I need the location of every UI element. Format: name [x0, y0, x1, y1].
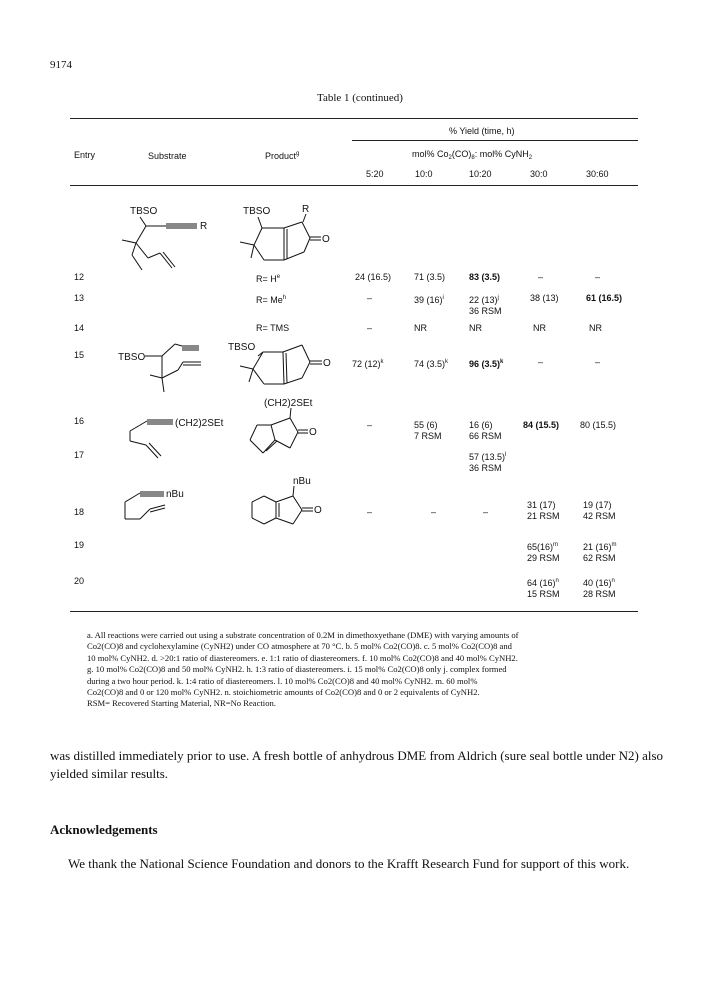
cell-13-1: –	[367, 293, 373, 303]
cell-15-3: 96 $(3.5)^k$	[469, 359, 504, 369]
cell-17-3: 57 $(13.5)^l$ 36 RSM	[469, 452, 507, 473]
cell-12-4: –	[538, 272, 544, 282]
r-label-b: R	[302, 204, 310, 215]
ratio-header-5: 30:60	[586, 169, 609, 179]
entry-18: 18	[74, 507, 85, 517]
ratio-header-3: 10:20	[469, 169, 492, 179]
conditions-header: mol% $Co_2(CO)_8$: mol% CyNH$_2$	[412, 149, 533, 161]
entry-header: Entry	[74, 150, 96, 160]
tbso-label-a: TBSO	[130, 206, 158, 217]
tbso-label-d: TBSO	[228, 342, 256, 353]
oxo-label-a: O	[322, 234, 330, 245]
footnote-line: g. 10 mol% Co2(CO)8 and 50 mol% CyNH2. h. 1:3 ratio of diastereomers. i. 15 mol% Co2(CO)8 only j. complex formed	[87, 664, 507, 675]
entry-17: 17	[74, 450, 85, 460]
footnote-line: Co2(CO)8 and 0 or 120 mol% CyNH2. n. stoichiometric amounts of Co2(CO)8 and 0 or 2 equivalents of CyNH2.	[87, 687, 480, 698]
cell-20-5: 40 $(16)^n$ 28 RSM	[583, 578, 616, 599]
cell-15-2: 74 $(3.5)^k$	[414, 359, 449, 369]
cell-14-3: NR	[469, 323, 482, 333]
cell-12-2: 71 (3.5)	[414, 272, 446, 282]
footnote-line: RSM= Recovered Starting Material, NR=No Reaction.	[87, 698, 276, 709]
r-label-a: R	[200, 221, 208, 232]
footnote-line: during a two hour period. k. 1:4 ratio of diastereomers. l. 10 mol% Co2(CO)8 and 40 mol% CyNH2. m. 60 mol%	[87, 675, 478, 686]
cell-13-4: 38 (13)	[530, 293, 559, 303]
entry-15: 15	[74, 350, 85, 360]
product-12: $R= H^e$	[256, 274, 281, 284]
cell-16-3: 16 (6) 66 RSM	[469, 420, 502, 441]
cell-18-1: –	[367, 507, 373, 517]
substrate-header: Substrate	[148, 151, 187, 161]
cell-19-4: $65(16)^m$ 29 RSM	[527, 542, 560, 563]
footnote-line: 10 mol% CyNH2. d. >20:1 ratio of diastereomers. e. 1:1 ratio of diastereomers. f. 10 mol% Co2(CO)8 and 40 mol% CyNH2.	[87, 652, 518, 663]
product-header: Product$^g$	[265, 151, 300, 161]
cell-16-1: –	[367, 420, 373, 430]
cell-18-3: –	[483, 507, 489, 517]
ratio-header-4: 30:0	[530, 169, 548, 179]
cell-12-5: –	[595, 272, 601, 282]
cell-20-4: 64 $(16)^n$ 15 RSM	[527, 578, 560, 599]
cell-15-4: –	[538, 357, 544, 367]
product-14: R= TMS	[256, 323, 290, 333]
cell-13-2: 39 $(16)^i$	[414, 295, 444, 305]
cell-18-4: 31 (17) 21 RSM	[527, 500, 560, 521]
cell-16-2: 55 (6) 7 RSM	[414, 420, 442, 441]
footnote-line: Co2(CO)8 and cyclohexylamine (CyNH2) under CO atmosphere at 70 °C. b. 5 mol% Co2(CO)8. c. 5 mol% Co2(CO)8 and	[87, 641, 512, 652]
page-number: 9174	[50, 59, 72, 71]
cell-15-5: –	[595, 357, 601, 367]
tbso-label-c: TBSO	[118, 352, 146, 363]
cell-14-5: NR	[589, 323, 602, 333]
yield-header: % Yield (time, h)	[449, 126, 515, 136]
cell-18-5: 19 (17) 42 RSM	[583, 500, 616, 521]
nbu-label-b: nBu	[293, 476, 311, 487]
cell-13-5: 61 (16.5)	[586, 293, 623, 303]
table-caption: Table 1 (continued)	[317, 92, 403, 104]
cell-18-2: –	[431, 507, 437, 517]
table-footnotes	[87, 630, 632, 710]
nbu-label-a: nBu	[166, 489, 184, 500]
cell-12-1: 24 (16.5)	[355, 272, 392, 282]
tbso-label-b: TBSO	[243, 206, 271, 217]
cell-14-2: NR	[414, 323, 427, 333]
cell-15-1: 72 $(12)^k$	[352, 359, 384, 369]
cell-12-3: 83 (3.5)	[469, 272, 501, 282]
body-paragraph-2: We thank the National Science Foundation and donors to the Krafft Research Fund for support of this work.	[68, 856, 630, 871]
oxo-label-d: O	[314, 505, 322, 516]
footnote-line: a. All reactions were carried out using a substrate concentration of 0.2M in dimethoxyethane (DME) with varying amounts of	[87, 630, 519, 640]
entry-20: 20	[74, 576, 85, 586]
ratio-header-2: 10:0	[415, 169, 433, 179]
oxo-label-b: O	[323, 358, 331, 369]
entry-16: 16	[74, 416, 85, 426]
acknowledgements-heading: Acknowledgements	[50, 822, 158, 837]
cell-14-4: NR	[533, 323, 546, 333]
entry-19: 19	[74, 540, 85, 550]
entry-14: 14	[74, 323, 85, 333]
cell-13-3: 22 $(13)^j$ 36 RSM	[469, 295, 502, 316]
cell-16-4: 84 (15.5)	[523, 420, 560, 430]
set-label-b: (CH2)2SEt	[264, 398, 313, 409]
oxo-label-c: O	[309, 427, 317, 438]
cell-19-5: 21 $(16)^m$ 62 RSM	[583, 542, 617, 563]
cell-16-5: 80 (15.5)	[580, 420, 617, 430]
entry-12: 12	[74, 272, 85, 282]
ratio-header-1: 5:20	[366, 169, 384, 179]
cell-14-1: –	[367, 323, 373, 333]
entry-13: 13	[74, 293, 85, 303]
body-paragraph-1: was distilled immediately prior to use. A fresh bottle of anhydrous DME from Aldrich (sure seal bottle under N2) also yielded similar results.	[50, 748, 664, 781]
set-label-a: (CH2)2SEt	[175, 418, 224, 429]
product-13: $R= Me^h$	[256, 295, 287, 305]
